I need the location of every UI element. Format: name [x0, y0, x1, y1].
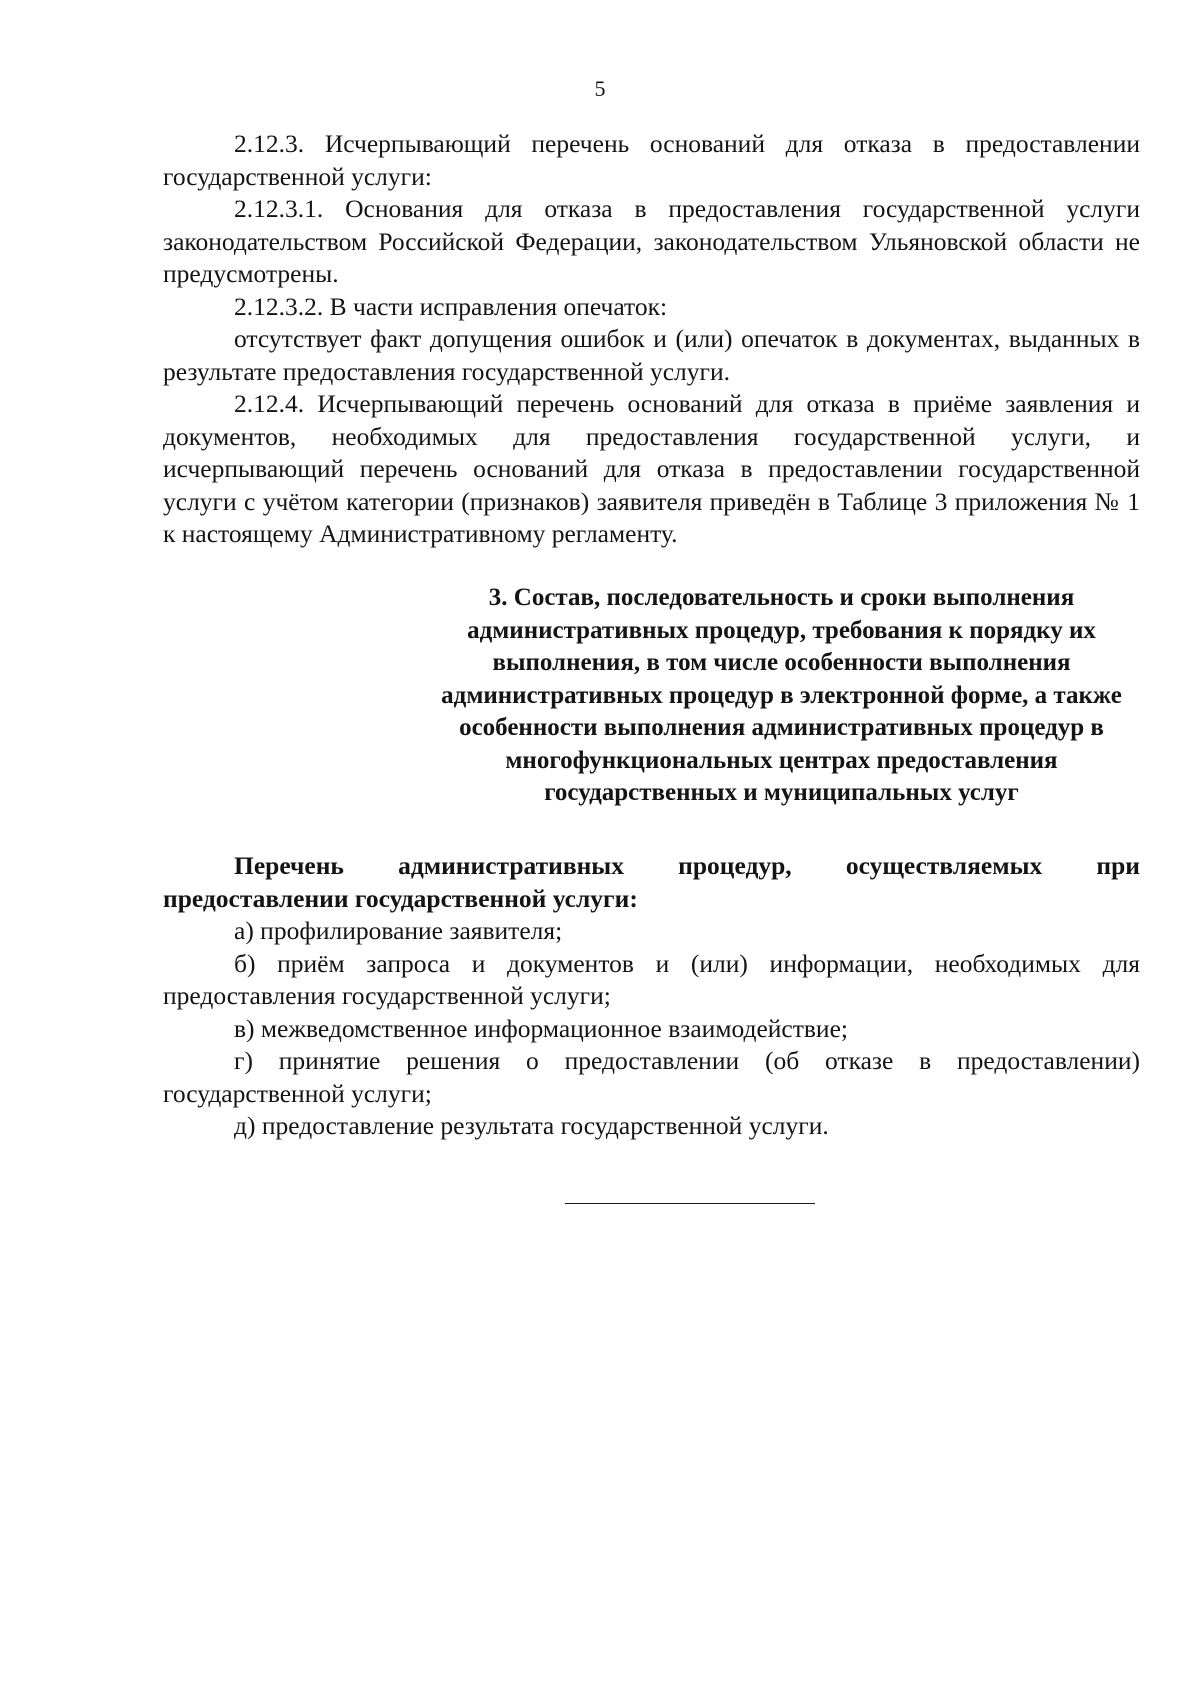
- procedure-item: в) межведомственное информационное взаимодействие;: [234, 1013, 848, 1043]
- procedure-item: б) приём запроса и документов и (или) информации, необходимых для предоставления государственной услуги;: [163, 948, 1140, 1010]
- paragraph-typos-condition: отсутствует факт допущения ошибок и (или) опечаток в документах, выданных в результате предоставления государственной услуги.: [163, 324, 1140, 386]
- paragraph-2-12-3: 2.12.3. Исчерпывающий перечень оснований для отказа в предоставлении государственной услуги:: [163, 129, 1140, 191]
- procedures-lead-rest: предоставлении государственной услуги:: [163, 883, 638, 913]
- heading-line: административных процедур, требования к порядку их: [467, 616, 1096, 644]
- paragraph-2-12-4: 2.12.4. Исчерпывающий перечень оснований для отказа в приёме заявления и документов, необходимых для предоставления государственной услуги, и исчерпывающий перечень оснований для отказа в предоставлении государственной услуги с учётом категории (признаков) заявителя приведён в Таблице 3 приложения № 1 к настоящему Административному регламенту.: [163, 389, 1140, 548]
- heading-line: многофункциональных центрах предоставления: [505, 746, 1058, 774]
- page-number: 5: [594, 76, 606, 101]
- heading-line: административных процедур в электронной форме, а также: [441, 681, 1122, 709]
- heading-line: 3. Состав, последовательность и сроки выполнения: [488, 584, 1075, 611]
- procedure-item: г) принятие решения о предоставлении (об отказе в предоставлении) государственной услуги;: [163, 1046, 1140, 1108]
- procedure-item: д) предоставление результата государственной услуги.: [234, 1111, 829, 1140]
- lead-word: административных: [398, 851, 624, 880]
- lead-word: при: [1096, 851, 1140, 880]
- heading-line: особенности выполнения административных процедур в: [459, 714, 1104, 741]
- closing-divider: [565, 1203, 815, 1204]
- procedures-lead: [163, 850, 1140, 915]
- paragraph-2-12-3-2: 2.12.3.2. В части исправления опечаток:: [234, 291, 668, 321]
- heading-line: выполнения, в том числе особенности выполнения: [492, 649, 1071, 676]
- procedure-item: а) профилирование заявителя;: [234, 916, 563, 945]
- section-3-heading: [163, 582, 1140, 810]
- paragraph-2-12-3-1: 2.12.3.1. Основания для отказа в предоставления государственной услуги законодательством Российской Федерации, законодательством Ульяновской области не предусмотрены.: [163, 194, 1140, 288]
- lead-word: осуществляемых: [845, 851, 1043, 880]
- lead-word: Перечень: [234, 851, 344, 880]
- procedures-lead-first-line: [163, 850, 1140, 883]
- lead-word: процедур,: [678, 851, 792, 880]
- procedures-list: [163, 850, 1140, 1143]
- heading-line: государственных и муниципальных услуг: [544, 779, 1019, 806]
- regulation-text: [163, 128, 1140, 551]
